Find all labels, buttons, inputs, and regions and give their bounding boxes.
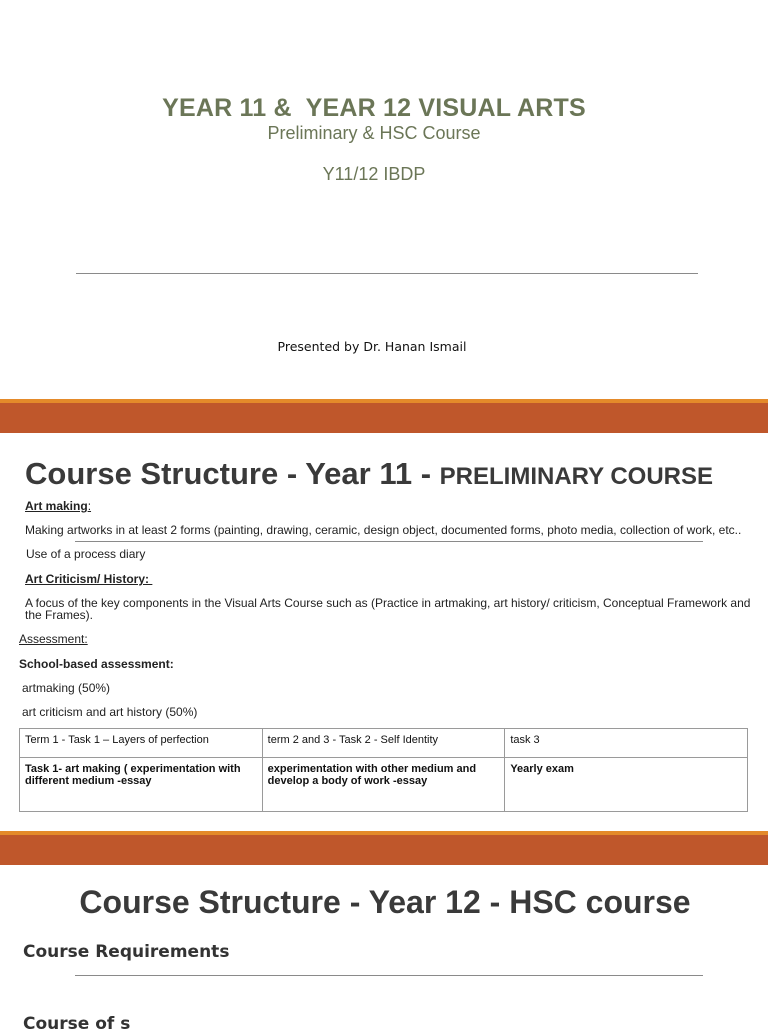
- table-row: [20, 729, 748, 758]
- slide1-subtitle: Preliminary & HSC Course: [267, 123, 481, 143]
- slide2-heading-main: Course Structure - Year 11 -: [25, 456, 440, 491]
- assessment-table: [19, 728, 748, 812]
- slide1-ibdp: Y11/12 IBDP: [322, 164, 426, 184]
- table-row: [20, 758, 748, 812]
- slide2-heading: [25, 456, 713, 492]
- slide3-divider: [75, 975, 703, 976]
- slide3-partial-text: Course of s: [23, 1014, 131, 1034]
- table-cell: Yearly exam: [505, 758, 748, 812]
- slide-separator-band: [0, 403, 768, 433]
- slide2-divider: [75, 541, 703, 542]
- table-cell: experimentation with other medium and develop a body of work -essay: [262, 758, 505, 812]
- art-making-label: Art making: [25, 499, 88, 513]
- art-criticism-label: Art Criticism/ History:: [25, 572, 153, 586]
- slide3-heading: Course Structure - Year 12 - HSC course: [79, 884, 691, 920]
- slide1-divider: [76, 273, 698, 274]
- criticism-weight: art criticism and art history (50%): [22, 705, 198, 719]
- slide-separator-band: [0, 835, 768, 865]
- table-cell: Task 1- art making ( experimentation with different medium -essay: [20, 758, 263, 812]
- art-making-colon: :: [87, 499, 92, 513]
- art-making-heading: [25, 499, 91, 513]
- slide1-title: YEAR 11 & YEAR 12 VISUAL ARTS: [162, 94, 586, 122]
- course-requirements-label: Course Requirements: [23, 942, 230, 962]
- assessment-label: Assessment:: [19, 632, 88, 646]
- table-cell: task 3: [505, 729, 748, 758]
- art-making-text: Making artworks in at least 2 forms (painting, drawing, ceramic, design object, documented forms, photo media, collection of work, etc..: [25, 523, 742, 537]
- slide2-heading-small: PRELIMINARY COURSE: [439, 463, 714, 490]
- table-cell: term 2 and 3 - Task 2 - Self Identity: [262, 729, 505, 758]
- process-diary-text: Use of a process diary: [26, 547, 146, 561]
- art-criticism-text: A focus of the key components in the Visual Arts Course such as (Practice in artmaking, art history/ criticism, Conceptual Framework and the Frames).: [25, 596, 751, 622]
- table-cell: Term 1 - Task 1 – Layers of perfection: [20, 729, 263, 758]
- artmaking-weight: artmaking (50%): [22, 681, 111, 695]
- slide1-presenter: Presented by Dr. Hanan Ismail: [277, 339, 467, 354]
- school-based-label: School-based assessment:: [19, 657, 174, 671]
